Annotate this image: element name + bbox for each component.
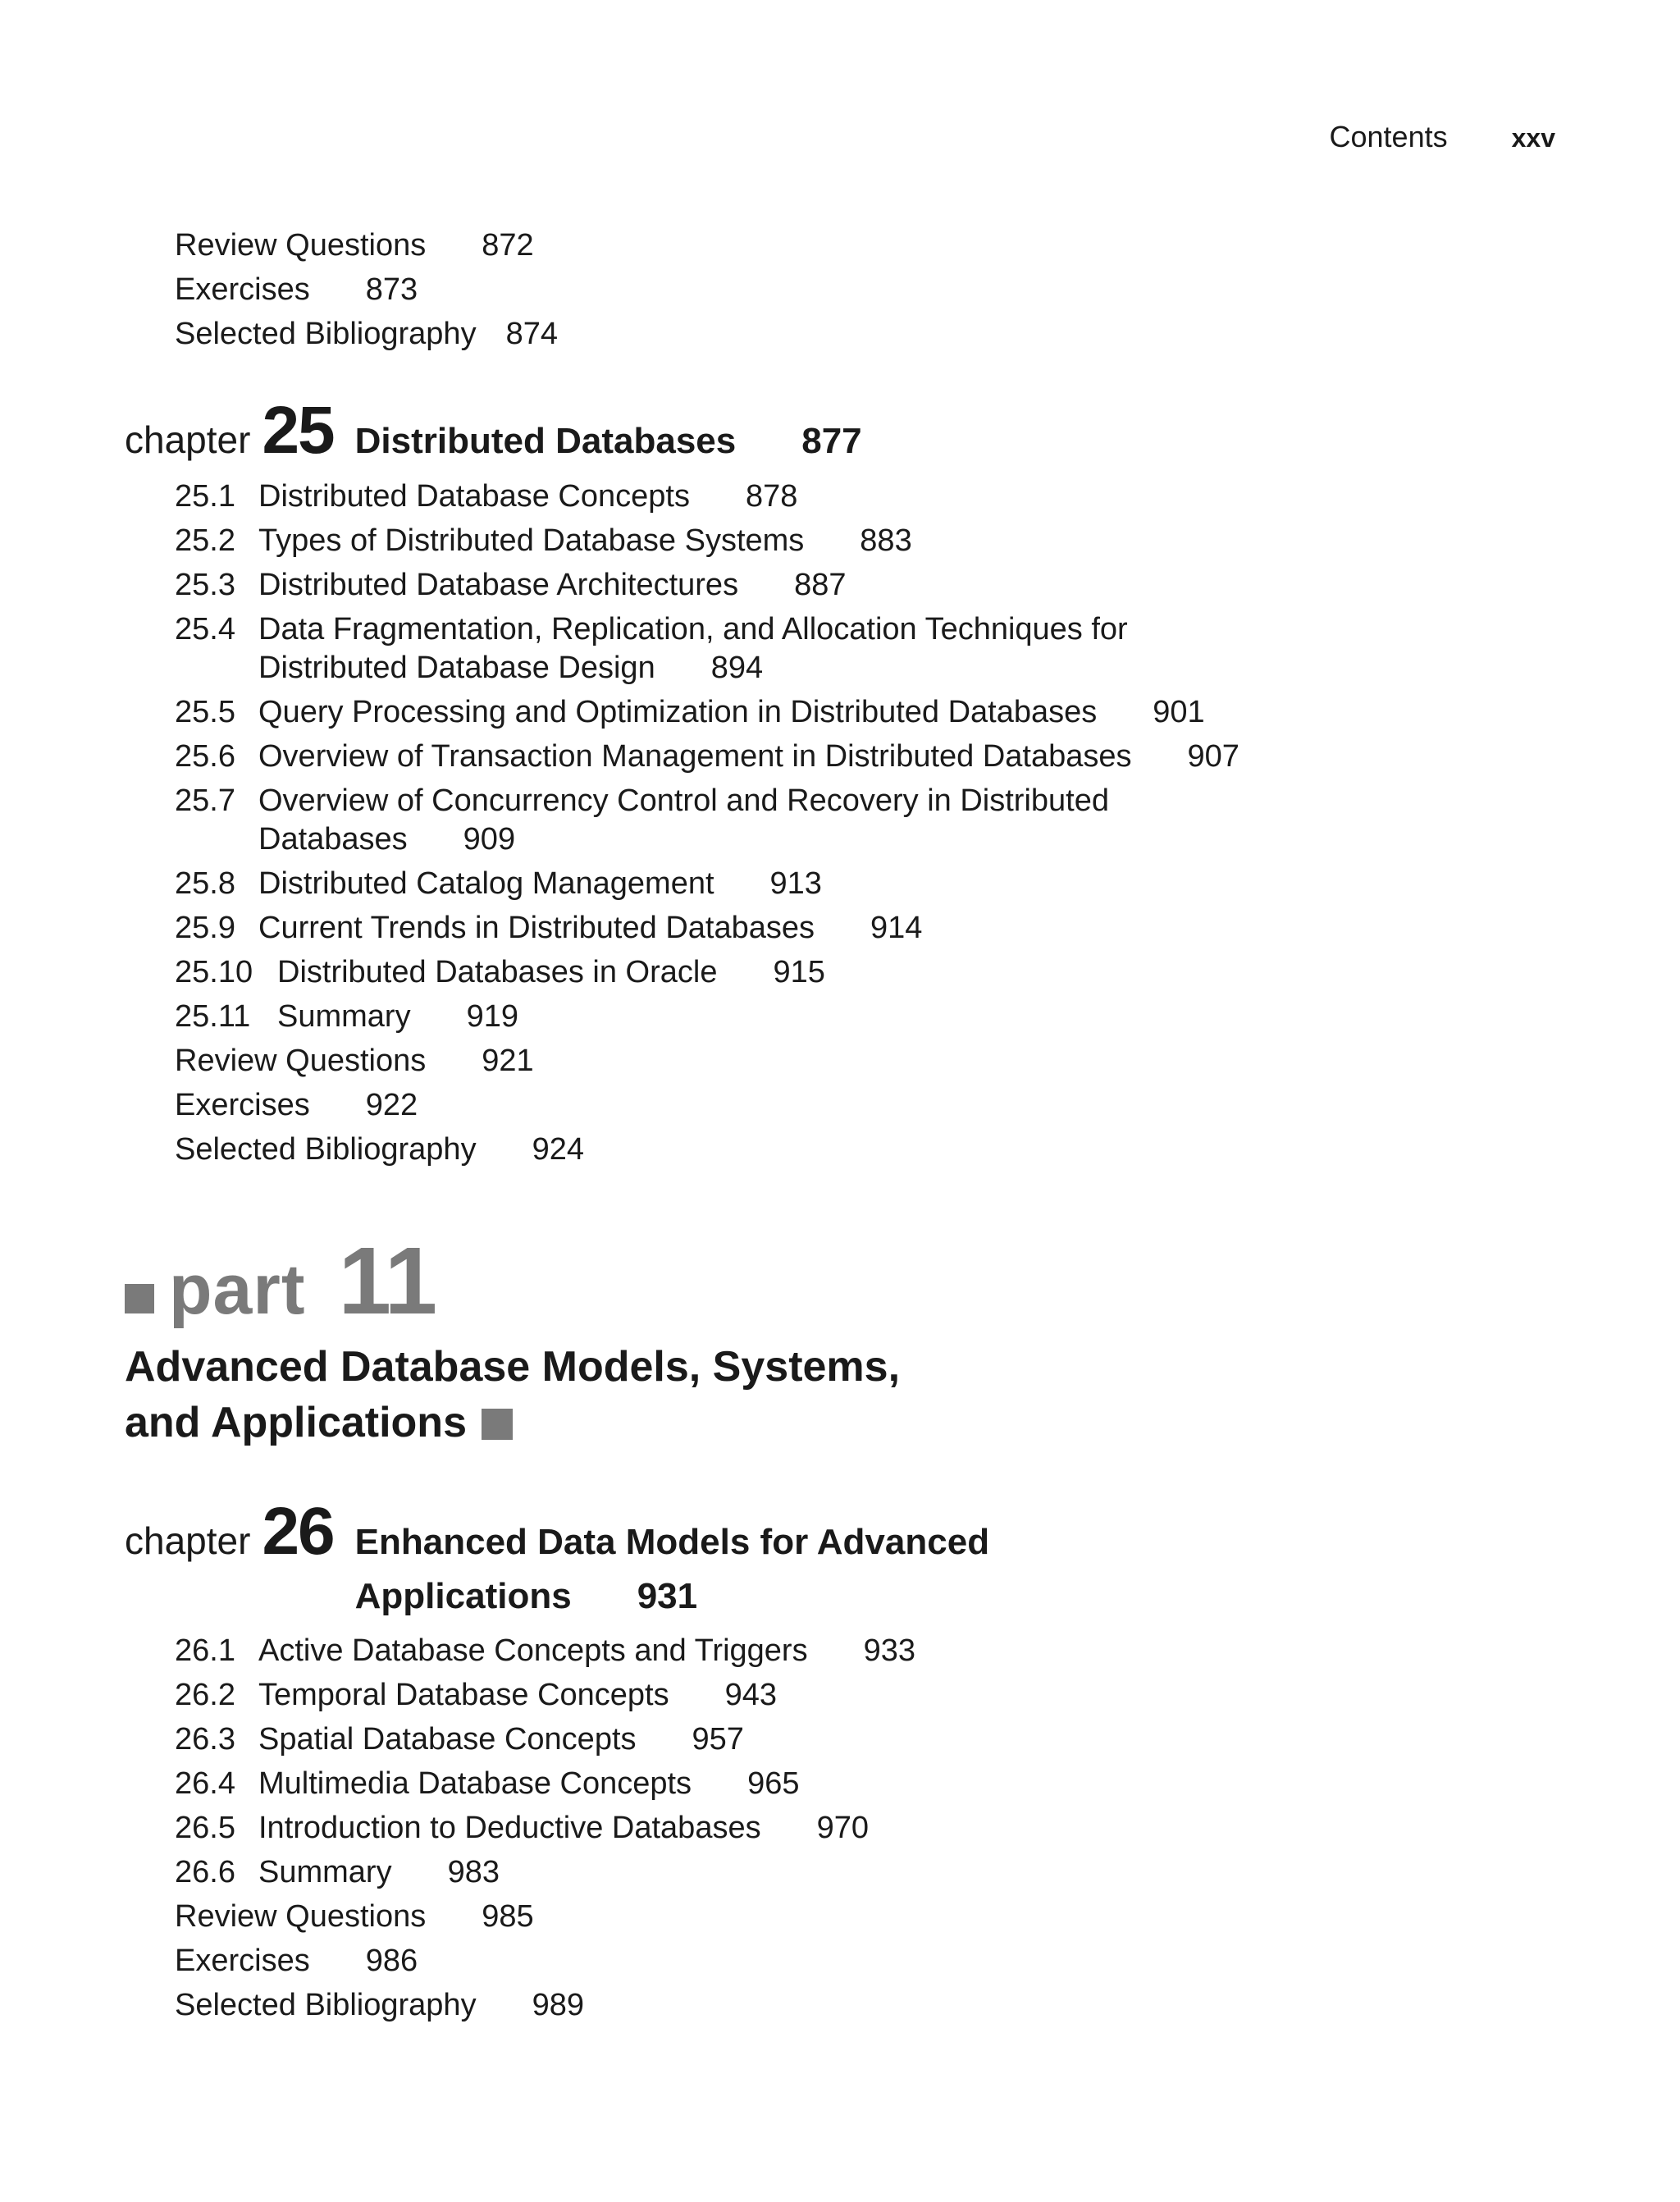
toc-section[interactable] <box>175 861 1568 906</box>
section-page: 894 <box>710 651 764 685</box>
section-page: 907 <box>1187 739 1239 774</box>
chapter-page: 877 <box>801 421 862 461</box>
section-page: 943 <box>724 1678 778 1712</box>
part-title-line: Advanced Database Models, Systems, <box>125 1343 901 1391</box>
toc-entry-text: Selected Bibliography <box>175 1132 477 1167</box>
toc-section[interactable] <box>175 1761 1568 1806</box>
chapter-26-heading[interactable] <box>125 1493 1568 1624</box>
toc-entry-page: 989 <box>532 1988 584 2022</box>
toc-entry[interactable] <box>175 1894 1568 1939</box>
toc-section[interactable] <box>175 1850 1568 1894</box>
toc-section[interactable] <box>175 779 1568 861</box>
chapter-number: 25 <box>262 393 334 468</box>
section-title: Current Trends in Distributed Databases <box>258 911 815 945</box>
part-title <box>125 1339 1568 1450</box>
section-title: Distributed Catalog Management <box>258 866 714 901</box>
section-page: 913 <box>769 866 822 901</box>
toc-section[interactable] <box>175 563 1568 607</box>
section-title: Spatial Database Concepts <box>258 1722 637 1757</box>
section-number: 26.4 <box>175 1766 235 1801</box>
section-page: 914 <box>870 911 923 945</box>
section-title: Summary <box>277 999 411 1034</box>
section-title: Active Database Concepts and Triggers <box>258 1633 808 1668</box>
top-items <box>125 223 1568 356</box>
chapter-page: 931 <box>637 1576 698 1616</box>
chapter-title-line: Applications <box>354 1576 572 1616</box>
section-page: 933 <box>863 1633 915 1668</box>
toc-entry[interactable] <box>175 1939 1568 1983</box>
toc-section[interactable] <box>175 734 1568 779</box>
chapter-title: Distributed Databases <box>354 421 737 461</box>
section-number: 26.6 <box>175 1855 235 1889</box>
section-number: 25.7 <box>175 783 235 818</box>
toc-section[interactable] <box>175 994 1568 1039</box>
section-page: 915 <box>773 955 825 989</box>
section-number: 26.1 <box>175 1633 235 1668</box>
section-title: Summary <box>258 1855 392 1889</box>
running-head <box>1330 120 1555 154</box>
toc-entry[interactable] <box>175 312 1568 356</box>
section-number: 25.4 <box>175 612 235 646</box>
toc-entry-text: Review Questions <box>175 228 427 263</box>
section-page: 909 <box>463 822 516 857</box>
page-number: xxv <box>1511 123 1555 153</box>
toc-section[interactable] <box>175 607 1568 690</box>
toc-entry-page: 924 <box>532 1132 584 1167</box>
toc-entry-text: Exercises <box>175 272 310 307</box>
section-title: Overview of Concurrency Control and Recovery in Distributed <box>258 783 1109 818</box>
section-title: Temporal Database Concepts <box>258 1678 669 1712</box>
section-number: 25.8 <box>175 866 235 901</box>
toc-section[interactable] <box>175 519 1568 563</box>
part-title-line: and Applications <box>125 1399 467 1446</box>
square-bullet-icon <box>125 1284 154 1313</box>
section-page: 919 <box>466 999 518 1034</box>
toc-entry-page: 985 <box>482 1899 534 1934</box>
section-number: 25.2 <box>175 523 235 558</box>
section-page: 965 <box>747 1766 800 1801</box>
section-page: 901 <box>1153 695 1205 729</box>
section-number: 25.1 <box>175 479 235 514</box>
running-head-title: Contents <box>1329 120 1448 153</box>
toc-section[interactable] <box>175 1717 1568 1761</box>
section-title: Overview of Transaction Management in Distributed Databases <box>258 739 1132 774</box>
toc-section[interactable] <box>175 950 1568 994</box>
toc-entry-page: 874 <box>505 317 558 351</box>
chapter-25-sections <box>125 474 1568 1172</box>
chapter-26-sections <box>125 1629 1568 2027</box>
chapter-number: 26 <box>262 1494 334 1569</box>
section-page: 970 <box>816 1811 869 1845</box>
toc-entry-text: Exercises <box>175 1088 310 1122</box>
section-page: 957 <box>692 1722 744 1757</box>
section-title: Multimedia Database Concepts <box>258 1766 692 1801</box>
section-page: 883 <box>860 523 912 558</box>
toc-content <box>125 223 1568 2027</box>
toc-entry-text: Review Questions <box>175 1899 427 1934</box>
section-page: 878 <box>745 479 798 514</box>
toc-entry-page: 986 <box>365 1944 418 1978</box>
toc-section[interactable] <box>175 1673 1568 1717</box>
part-word: part <box>169 1250 306 1329</box>
toc-section[interactable] <box>175 1629 1568 1673</box>
section-title: Types of Distributed Database Systems <box>258 523 805 558</box>
section-title: Distributed Databases in Oracle <box>277 955 718 989</box>
toc-entry[interactable] <box>175 223 1568 267</box>
toc-entry[interactable] <box>175 267 1568 312</box>
section-number: 25.10 <box>175 955 253 989</box>
section-number: 25.5 <box>175 695 235 729</box>
toc-entry-text: Review Questions <box>175 1044 427 1078</box>
section-number: 25.9 <box>175 911 235 945</box>
toc-entry[interactable] <box>175 1039 1568 1083</box>
section-number: 25.6 <box>175 739 235 774</box>
chapter-title-line: Enhanced Data Models for Advanced <box>354 1522 990 1562</box>
section-number: 26.2 <box>175 1678 235 1712</box>
section-title-continued: Distributed Database Design <box>258 651 655 685</box>
chapter-word: chapter <box>125 418 251 461</box>
toc-entry[interactable] <box>175 1127 1568 1172</box>
section-page: 887 <box>794 568 847 602</box>
section-title-continued: Databases <box>258 822 408 857</box>
toc-entry[interactable] <box>175 1083 1568 1127</box>
toc-section[interactable] <box>175 906 1568 950</box>
chapter-25-heading[interactable] <box>125 392 1568 469</box>
section-number: 25.11 <box>175 999 251 1034</box>
toc-section[interactable] <box>175 1806 1568 1850</box>
toc-entry-page: 921 <box>482 1044 534 1078</box>
toc-section[interactable] <box>175 474 1568 519</box>
section-title: Query Processing and Optimization in Distributed Databases <box>258 695 1098 729</box>
section-number: 26.5 <box>175 1811 235 1845</box>
section-number: 26.3 <box>175 1722 235 1757</box>
toc-entry-text: Selected Bibliography <box>175 317 477 351</box>
toc-entry-page: 873 <box>365 272 418 307</box>
section-title: Distributed Database Architectures <box>258 568 739 602</box>
section-number: 25.3 <box>175 568 235 602</box>
chapter-word: chapter <box>125 1519 251 1562</box>
toc-entry[interactable] <box>175 1983 1568 2027</box>
section-title: Introduction to Deductive Databases <box>258 1811 761 1845</box>
toc-section[interactable] <box>175 690 1568 734</box>
toc-entry-text: Exercises <box>175 1944 310 1978</box>
section-title: Data Fragmentation, Replication, and Allocation Techniques for <box>258 612 1128 646</box>
part-11-heading[interactable] <box>125 1226 1568 1336</box>
toc-entry-text: Selected Bibliography <box>175 1988 477 2022</box>
part-number: 11 <box>338 1227 436 1334</box>
section-title: Distributed Database Concepts <box>258 479 690 514</box>
section-page: 983 <box>447 1855 500 1889</box>
toc-entry-page: 872 <box>482 228 534 263</box>
toc-entry-page: 922 <box>365 1088 418 1122</box>
chapter-title <box>355 1515 989 1624</box>
square-end-icon <box>482 1409 513 1440</box>
